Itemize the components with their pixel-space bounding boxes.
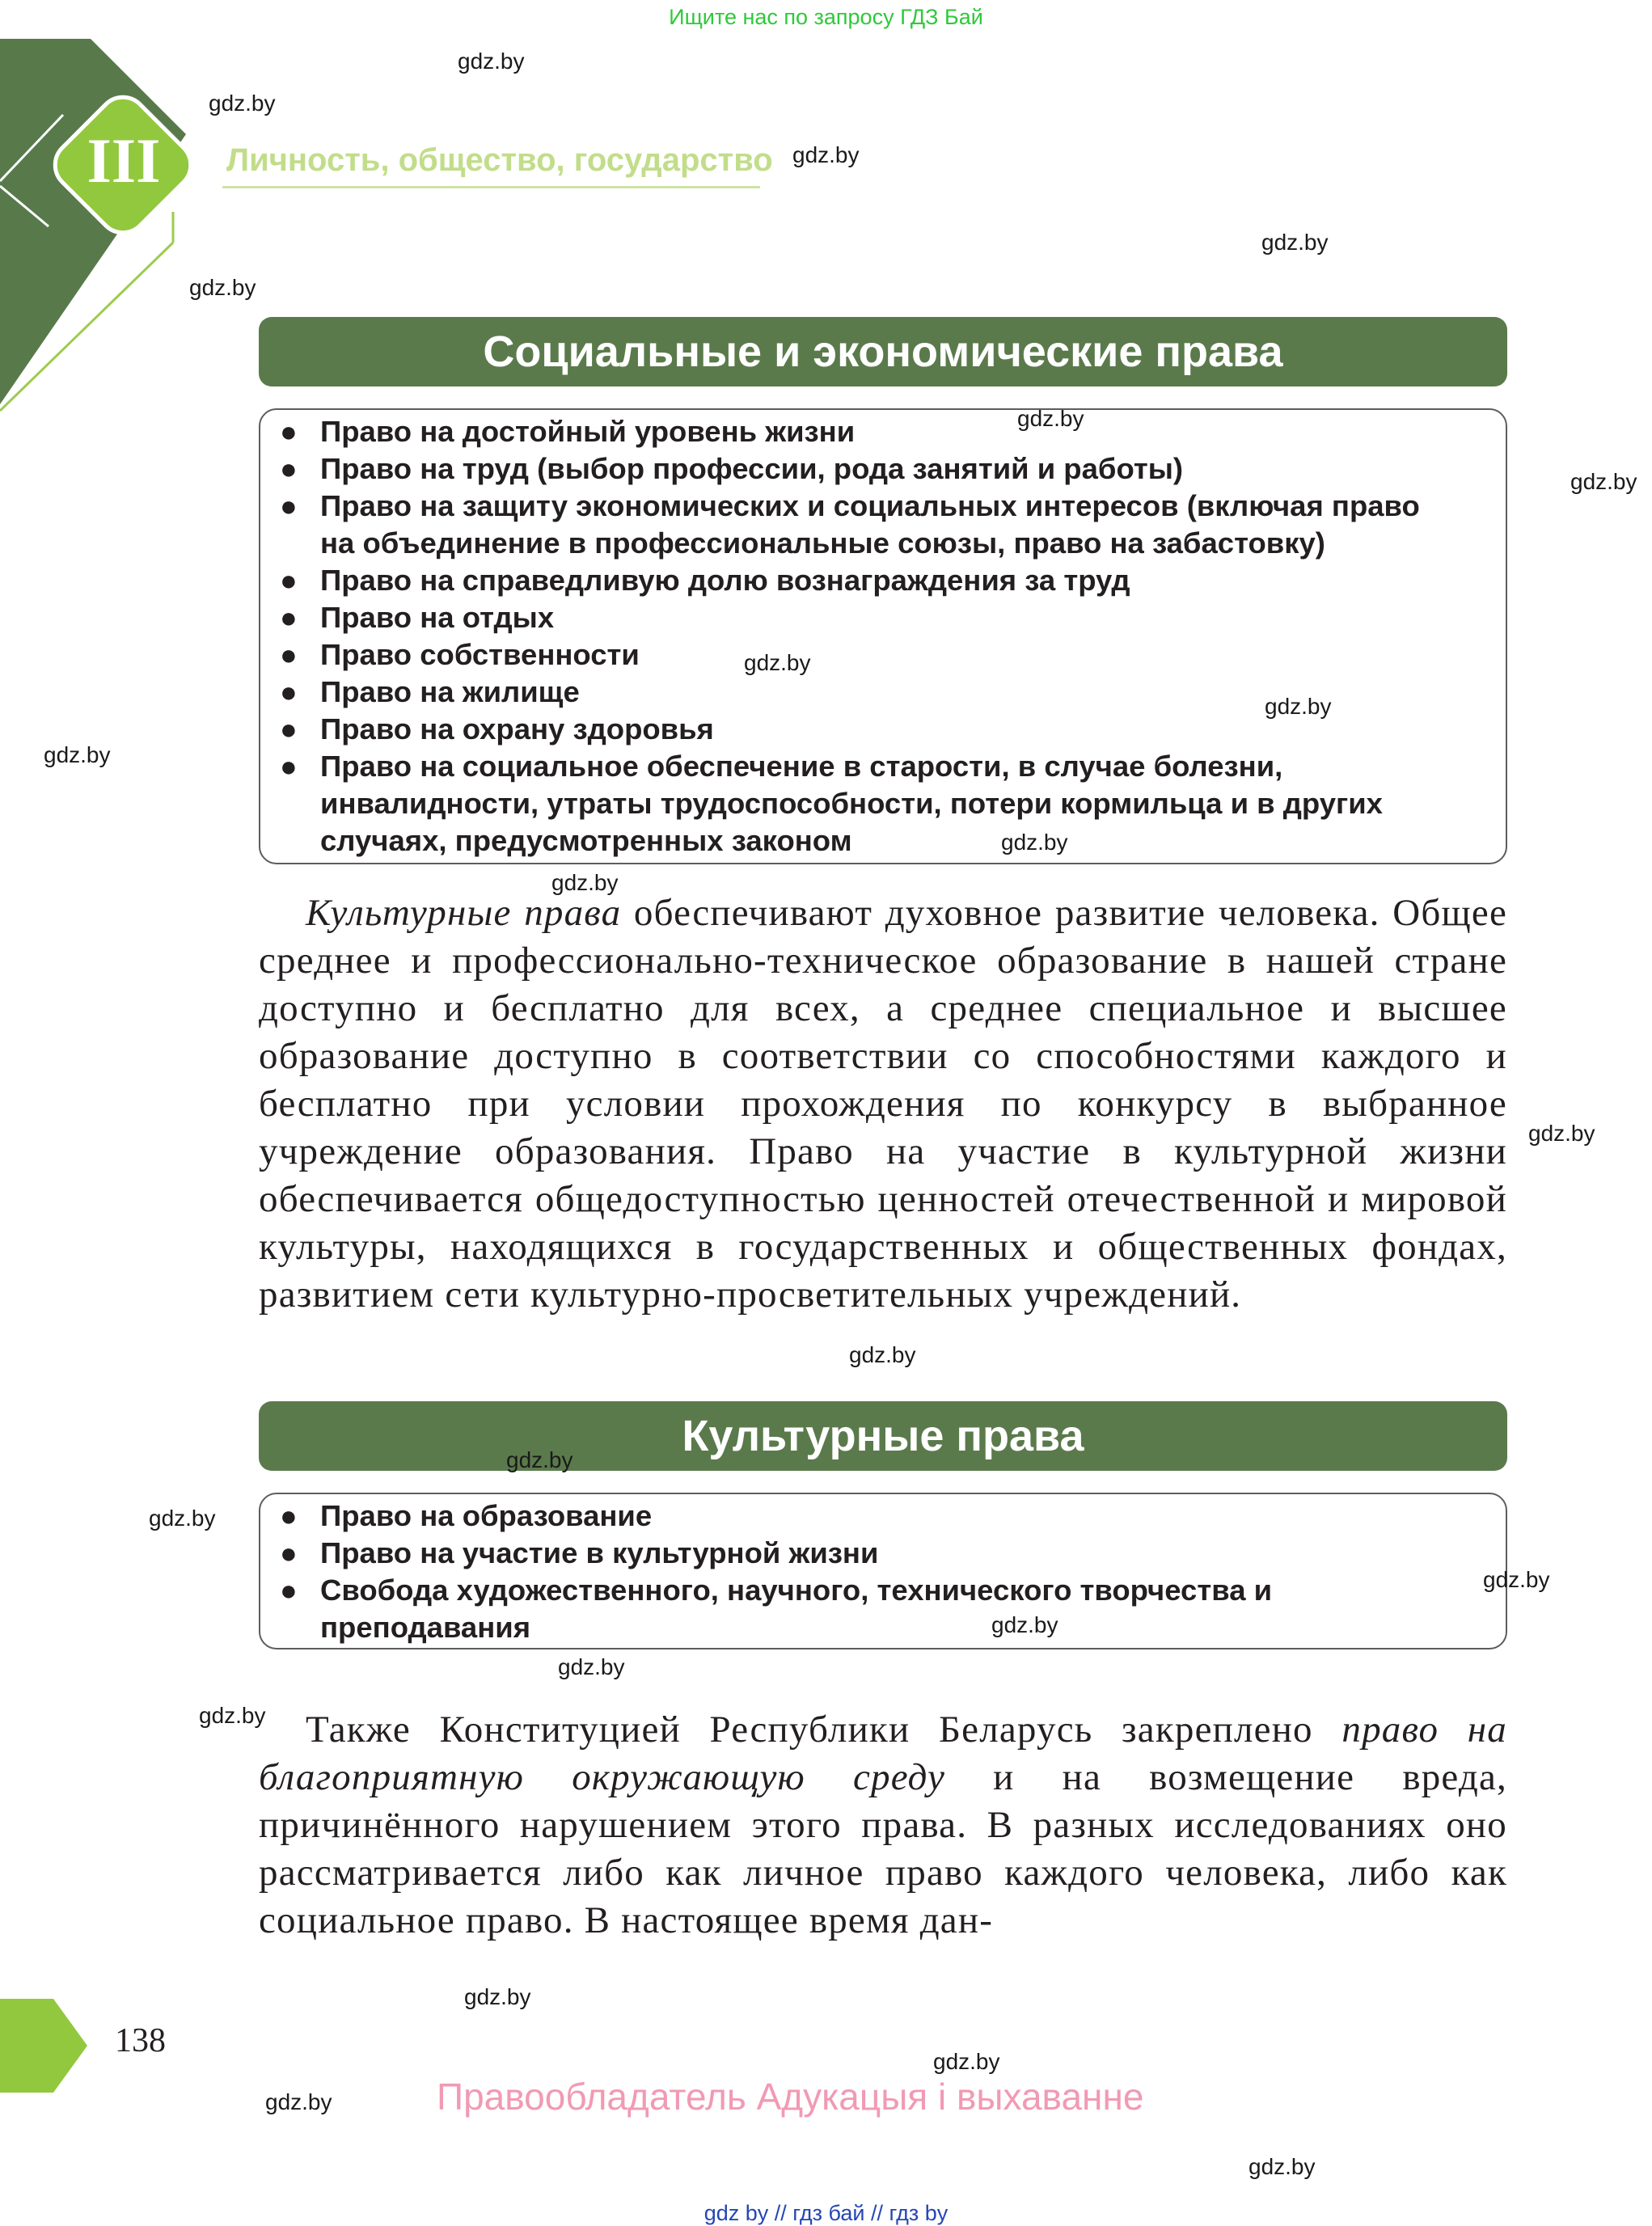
bullet-icon: ●: [280, 638, 298, 671]
italic-term: Культурные права: [306, 892, 622, 934]
bottom-links[interactable]: gdz by // гдз бай // гдз by: [703, 2201, 949, 2225]
list-item: ● Право на жилище: [260, 674, 1457, 711]
list-item: ● Право на отдых: [260, 599, 1457, 636]
watermark: gdz.by: [1483, 1567, 1550, 1592]
bullet-icon: ●: [280, 1536, 298, 1569]
page-number: 138: [115, 2022, 166, 2059]
watermark: gdz.by: [1261, 230, 1329, 255]
list-item: ● Свобода художественного, научного, технического творчества и преподавания: [280, 1573, 1273, 1644]
bullet-icon: ●: [280, 489, 298, 522]
italic-term: право на благоприятную окружающую среду: [259, 1709, 1507, 1798]
list-item: ● Право на труд (выбор профессии, рода занятий и работы): [260, 450, 1457, 488]
section-heading-social-economic-rights: Социальные и экономические права: [259, 317, 1507, 386]
bullet-icon: ●: [280, 415, 298, 448]
paragraph-cultural-rights: Культурные права обеспечивают духовное развитие человека. Общее среднее и профессионально-техническое образование в нашей стране доступно и бесплатно для всех, а среднее специальное и высшее образование доступно в соответствии со способностями каждого и бесплатно при условии прохождения по конкурсу в выбранное учреждение образования. Право на участие в культурной жизни обеспечивается общедоступностью ценностей отечественной и мировой культуры, находящихся в государственных и общественных фондах, развитием сети культурно-просветительных учреждений.: [259, 892, 1508, 1316]
watermark: gdz.by: [991, 1612, 1058, 1637]
bullet-icon: ●: [280, 1499, 298, 1532]
watermark: gdz.by: [1017, 406, 1084, 431]
bullet-icon: ●: [280, 1573, 298, 1607]
page-number-tab: [0, 1999, 97, 2096]
watermark: gdz.by: [44, 742, 111, 767]
section-heading-cultural-rights: Культурные права: [259, 1401, 1507, 1471]
list-item: ● Право на достойный уровень жизни: [260, 413, 1457, 450]
watermark: gdz.by: [458, 49, 525, 74]
watermark: gdz.by: [849, 1342, 916, 1367]
list-item: ● Право собственности: [260, 636, 1457, 674]
social-economic-rights-list: [260, 413, 1457, 860]
watermark: gdz.by: [1265, 694, 1332, 719]
top-banner[interactable]: Ищите нас по запросу ГДЗ Бай: [669, 5, 983, 29]
list-item: ● Право на социальное обеспечение в старости, в случае болезни, инвалидности, утраты трудоспособности, потери кормильца и в других случаях, предусмотренных законом: [280, 750, 1383, 857]
rights-holder-notice: Правообладатель Адукацыя і выхаванне: [437, 2076, 1144, 2118]
cultural-rights-list: [260, 1497, 1457, 1646]
list-item: ● Право на охрану здоровья: [260, 711, 1457, 748]
watermark: gdz.by: [506, 1447, 573, 1472]
watermark: gdz.by: [933, 2049, 1000, 2074]
paragraph-environment-right: Также Конституцией Республики Беларусь закреплено право на благоприятную окружающую среду и на возмещение вреда, причинённого нарушением этого права. В разных исследованиях оно рассматривается либо как личное право каждого человека, либо как социальное право. В настоящее время дан-: [259, 1709, 1507, 1941]
watermark: gdz.by: [1570, 469, 1637, 494]
chapter-number: III: [87, 125, 161, 196]
bullet-icon: ●: [280, 712, 298, 746]
watermark: gdz.by: [199, 1703, 266, 1728]
social-economic-rights-box: [259, 408, 1507, 864]
watermark: gdz.by: [189, 275, 256, 300]
watermark: gdz.by: [558, 1654, 625, 1679]
watermark: gdz.by: [551, 870, 619, 895]
watermark: gdz.by: [1001, 830, 1068, 855]
chapter-title-underline: [222, 186, 760, 188]
list-item: ● Право на справедливую долю вознаграждения за труд: [260, 562, 1457, 599]
watermark: gdz.by: [209, 91, 276, 116]
watermark: gdz.by: [1249, 2154, 1316, 2179]
watermark: gdz.by: [464, 1984, 531, 2009]
bullet-icon: ●: [280, 675, 298, 708]
bullet-icon: ●: [280, 564, 298, 597]
cultural-rights-box: [259, 1493, 1507, 1649]
bullet-icon: ●: [280, 452, 298, 485]
list-item: ● Право на участие в культурной жизни: [260, 1535, 1457, 1572]
watermark: gdz.by: [744, 650, 811, 675]
watermark: gdz.by: [149, 1506, 216, 1531]
watermark: gdz.by: [792, 142, 860, 167]
list-item: ● Право на образование: [260, 1497, 1457, 1535]
list-item: ● Право на защиту экономических и социальных интересов (включая право на объединение в профессиональные союзы, право на забастовку): [280, 489, 1420, 560]
chapter-title: Личность, общество, государство: [226, 142, 773, 178]
watermark: gdz.by: [1528, 1121, 1595, 1146]
chapter-corner-decoration: [0, 0, 210, 420]
bullet-icon: ●: [280, 601, 298, 634]
watermark: gdz.by: [265, 2089, 332, 2114]
bullet-icon: ●: [280, 750, 298, 783]
